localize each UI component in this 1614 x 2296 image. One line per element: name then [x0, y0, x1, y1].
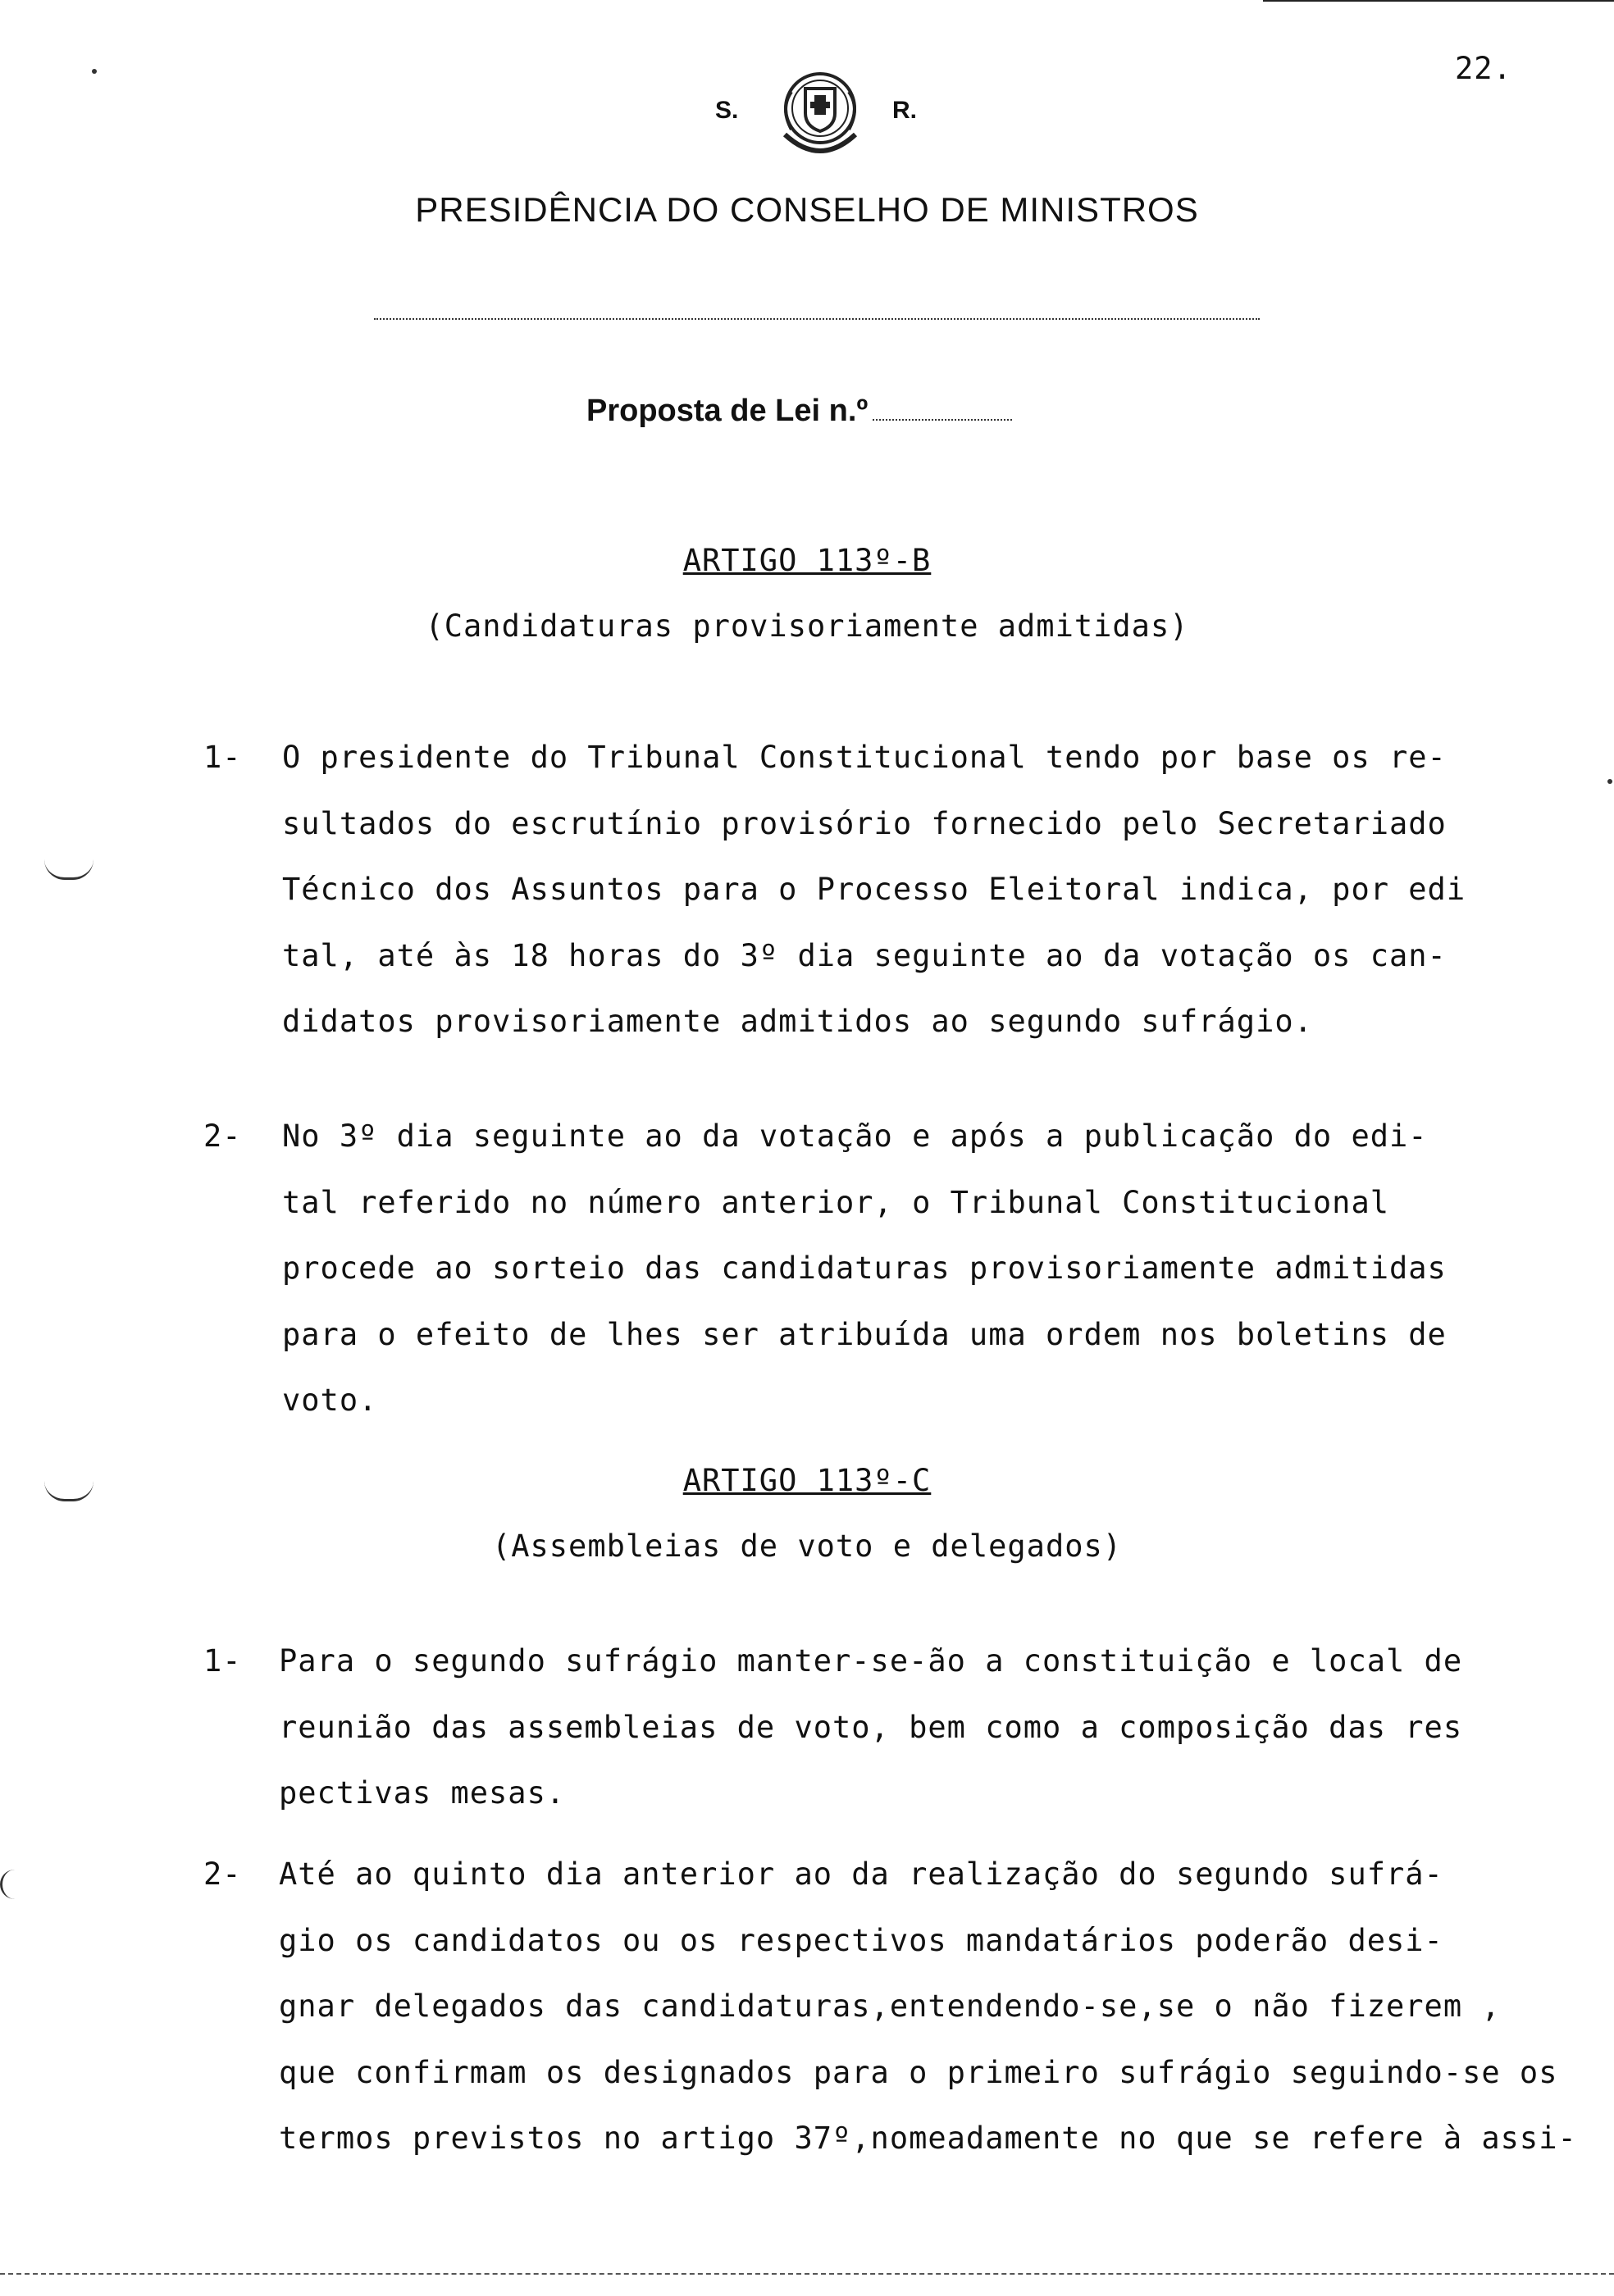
- text-line: voto.: [282, 1383, 378, 1418]
- item-number: 1-: [203, 1643, 242, 1679]
- scan-speck: [1607, 779, 1612, 784]
- margin-bracket-mark: [0, 1870, 17, 1899]
- margin-punch-mark: [44, 1481, 93, 1501]
- item-number: 2-: [203, 1118, 242, 1154]
- item-number: 2-: [203, 1856, 242, 1892]
- text-line: gnar delegados das candidaturas,entendendo-se,se o não fizerem ,: [279, 1988, 1501, 2024]
- text-line: pectivas mesas.: [279, 1775, 566, 1811]
- item-text: [282, 1118, 1594, 1449]
- text-line: termos previstos no artigo 37º,nomeadamente no que se refere à assi-: [279, 2121, 1577, 2156]
- top-border-line: [1263, 0, 1614, 2]
- text-line: para o efeito de lhes ser atribuída uma ordem nos boletins de: [282, 1316, 1447, 1352]
- text-line: didatos provisoriamente admitidos ao segundo sufrágio.: [282, 1004, 1313, 1039]
- coat-of-arms-icon: [767, 59, 873, 166]
- item-number: 1-: [203, 740, 242, 775]
- bottom-scan-edge: [0, 2273, 1614, 2275]
- item-text: [279, 1856, 1591, 2187]
- seal-letter-right: R.: [892, 97, 917, 124]
- text-line: No 3º dia seguinte ao da votação e após a publicação do edi-: [282, 1118, 1428, 1154]
- text-line: reunião das assembleias de voto, bem como a composição das res: [279, 1709, 1463, 1745]
- dotted-separator: [374, 318, 1260, 320]
- article-c-title: ARTIGO 113º-C: [682, 1463, 932, 1498]
- article-b-title: ARTIGO 113º-B: [682, 543, 932, 578]
- item-text: [279, 1643, 1591, 1842]
- text-line: Até ao quinto dia anterior ao da realização do segundo sufrá-: [279, 1856, 1443, 1892]
- text-line: tal, até às 18 horas do 3º dia seguinte ao da votação os can-: [282, 937, 1447, 973]
- proposal-title: [586, 394, 1012, 429]
- margin-punch-mark: [44, 859, 93, 880]
- text-line: sultados do escrutínio provisório fornecido pelo Secretariado: [282, 805, 1447, 841]
- text-line: Para o segundo sufrágio manter-se-ão a constituição e local de: [279, 1643, 1463, 1679]
- scan-speck: [92, 69, 97, 74]
- text-line: Técnico dos Assuntos para o Processo Eleitoral indica, por edi: [282, 872, 1466, 907]
- text-line: que confirmam os designados para o primeiro sufrágio seguindo-se os: [279, 2054, 1558, 2090]
- proposal-label: Proposta de Lei n.º: [586, 394, 869, 428]
- page-number: 22.: [1455, 51, 1512, 86]
- institution-heading: PRESIDÊNCIA DO CONSELHO DE MINISTROS: [415, 190, 1199, 229]
- article-b-subtitle: (Candidaturas provisoriamente admitidas): [425, 608, 1189, 644]
- item-text: [282, 740, 1594, 1070]
- proposal-number-blank: [873, 419, 1012, 421]
- seal-letter-left: S.: [715, 97, 739, 124]
- text-line: gio os candidatos ou os respectivos mandatários poderão desi-: [279, 1922, 1443, 1958]
- text-line: tal referido no número anterior, o Tribunal Constitucional: [282, 1184, 1390, 1220]
- text-line: O presidente do Tribunal Constitucional tendo por base os re-: [282, 740, 1447, 775]
- article-c-subtitle: (Assembleias de voto e delegados): [491, 1528, 1123, 1564]
- text-line: procede ao sorteio das candidaturas provisoriamente admitidas: [282, 1250, 1447, 1286]
